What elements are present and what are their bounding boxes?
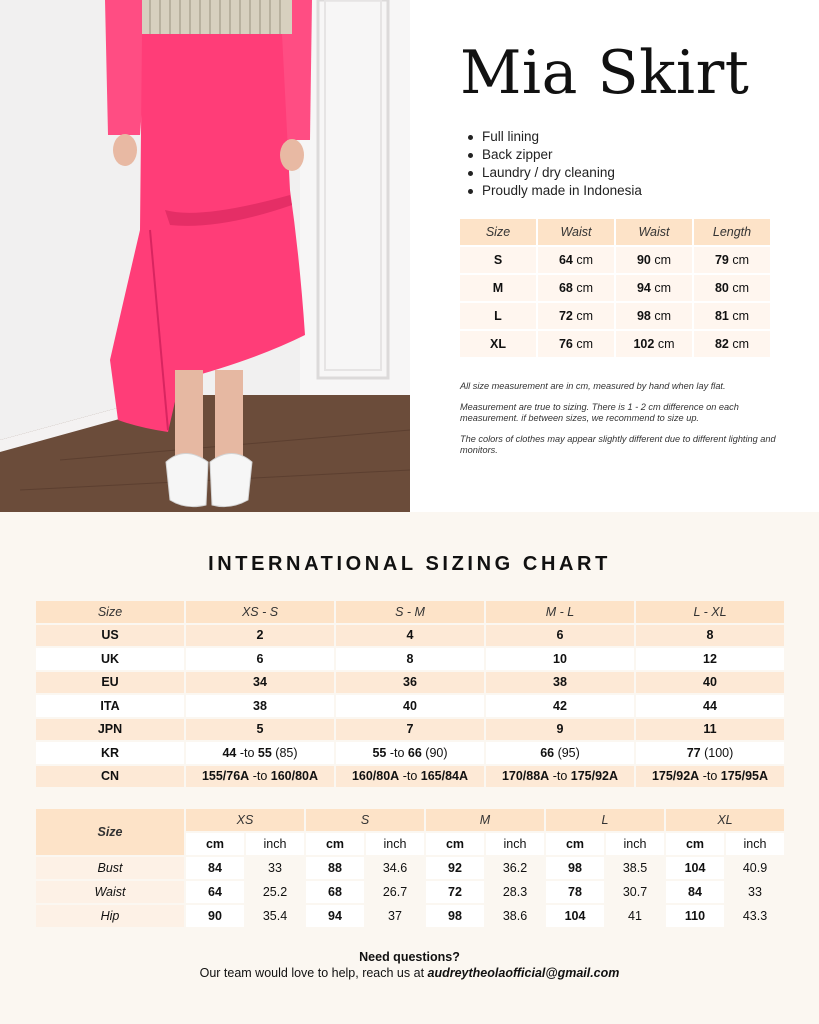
value-cell: 44 [636, 695, 784, 717]
table-header-row [460, 219, 770, 245]
inch-value: 37 [388, 909, 402, 923]
feature-item: Proudly made in Indonesia [482, 183, 642, 198]
header-length: Length [694, 219, 770, 245]
inch-value: 26.7 [382, 885, 408, 899]
table-row [460, 303, 770, 329]
cm-value: 78 [546, 881, 604, 903]
table-row [36, 766, 784, 788]
inch-value: 33 [268, 861, 282, 875]
body-measurement-table [34, 807, 786, 929]
value-cell: 42 [486, 695, 634, 717]
value-cell: 38 [186, 695, 334, 717]
unit-inch: inch [366, 833, 424, 855]
value-cell: 55 -to 66 (90) [336, 742, 484, 764]
value-cell: 77 (100) [636, 742, 784, 764]
unit-cm: cm [666, 833, 724, 855]
contact-message: Our team would love to help, reach us at audreytheolaofficial@gmail.com [199, 966, 620, 980]
table-row [36, 625, 784, 647]
header-col: L - XL [636, 601, 784, 623]
value-cell: 8 [636, 625, 784, 647]
inch-value: 36.2 [502, 861, 528, 875]
note-text: Measurement are true to sizing. There is 1 - 2 cm difference on each measurement. if between sizes, we recommend to size up. [460, 402, 739, 423]
value-cell: 7 [336, 719, 484, 741]
value-cell: 36 [336, 672, 484, 694]
row-label: JPN [36, 719, 184, 741]
header-col: M - L [486, 601, 634, 623]
cm-value: 94 [306, 905, 364, 927]
inch-value: 41 [628, 909, 642, 923]
value-cell: 82 cm [694, 331, 770, 357]
row-label: Bust [36, 857, 184, 879]
value-cell: 44 -to 55 (85) [186, 742, 334, 764]
feature-item: Back zipper [482, 146, 642, 164]
value-cell: 11 [636, 719, 784, 741]
value-cell: 160/80A -to 165/84A [336, 766, 484, 788]
size-cell: S [460, 247, 536, 273]
product-title: Mia Skirt [460, 38, 750, 108]
inch-value: 40.9 [742, 861, 768, 875]
unit-cm: cm [546, 833, 604, 855]
value-cell: 8 [336, 648, 484, 670]
value-cell: 64 cm [538, 247, 614, 273]
product-photo [0, 0, 410, 512]
inch-value: 33 [748, 885, 762, 899]
row-label: KR [36, 742, 184, 764]
value-cell: 68 cm [538, 275, 614, 301]
value-cell: 90 cm [616, 247, 692, 273]
row-label: US [36, 625, 184, 647]
cm-value: 90 [186, 905, 244, 927]
value-cell: 79 cm [694, 247, 770, 273]
cm-value: 98 [546, 857, 604, 879]
value-cell: 76 cm [538, 331, 614, 357]
value-cell: 2 [186, 625, 334, 647]
cm-value: 88 [306, 857, 364, 879]
email-link[interactable]: audreytheolaofficial@gmail.com [427, 966, 620, 980]
inch-value: 28.3 [502, 885, 528, 899]
row-label: Waist [36, 881, 184, 903]
header-size-col: XL [666, 809, 784, 831]
unit-inch: inch [726, 833, 784, 855]
size-cell: XL [460, 331, 536, 357]
value-cell: 102 cm [616, 331, 692, 357]
header-size: Size [36, 809, 184, 855]
cm-value: 92 [426, 857, 484, 879]
header-waist-2: Waist [616, 219, 692, 245]
table-row [36, 881, 784, 903]
table-row [36, 719, 784, 741]
cm-value: 84 [666, 881, 724, 903]
note-text: The colors of clothes may appear slightly different due to different lighting and monitors. [460, 434, 776, 455]
table-row [36, 905, 784, 927]
row-label: ITA [36, 695, 184, 717]
inch-value: 35.4 [262, 909, 288, 923]
row-label: Hip [36, 905, 184, 927]
row-label: UK [36, 648, 184, 670]
header-size-col: M [426, 809, 544, 831]
value-cell: 40 [336, 695, 484, 717]
feature-item: Full lining [482, 128, 642, 146]
value-cell: 66 (95) [486, 742, 634, 764]
table-row [36, 672, 784, 694]
cm-value: 84 [186, 857, 244, 879]
contact-question: Need questions? [359, 950, 460, 964]
cm-value: 72 [426, 881, 484, 903]
feature-item: Laundry / dry cleaning [482, 164, 642, 182]
unit-inch: inch [246, 833, 304, 855]
cm-value: 64 [186, 881, 244, 903]
value-cell: 80 cm [694, 275, 770, 301]
inch-value: 30.7 [622, 885, 648, 899]
value-cell: 34 [186, 672, 334, 694]
value-cell: 81 cm [694, 303, 770, 329]
value-cell: 12 [636, 648, 784, 670]
value-cell: 9 [486, 719, 634, 741]
note-text: All size measurement are in cm, measured by hand when lay flat. [460, 381, 726, 391]
table-header-row [36, 601, 784, 623]
cm-value: 104 [666, 857, 724, 879]
right-shoe [210, 454, 252, 507]
table-row [460, 331, 770, 357]
value-cell: 40 [636, 672, 784, 694]
header-size-col: S [306, 809, 424, 831]
inch-value: 38.5 [622, 861, 648, 875]
table-row [36, 695, 784, 717]
header-col: S - M [336, 601, 484, 623]
value-cell: 4 [336, 625, 484, 647]
inch-value: 34.6 [382, 861, 408, 875]
value-cell: 98 cm [616, 303, 692, 329]
left-shoe [166, 454, 208, 507]
value-cell: 155/76A -to 160/80A [186, 766, 334, 788]
cm-value: 110 [666, 905, 724, 927]
cm-value: 104 [546, 905, 604, 927]
unit-inch: inch [486, 833, 544, 855]
unit-cm: cm [306, 833, 364, 855]
intl-size-table [34, 599, 786, 789]
table-row [460, 247, 770, 273]
unit-cm: cm [186, 833, 244, 855]
header-size-col: XS [186, 809, 304, 831]
table-row [36, 742, 784, 764]
notes [460, 381, 780, 466]
value-cell: 5 [186, 719, 334, 741]
size-cell: M [460, 275, 536, 301]
value-cell: 94 cm [616, 275, 692, 301]
header-size-col: L [546, 809, 664, 831]
header-size: Size [36, 601, 184, 623]
value-cell: 175/92A -to 175/95A [636, 766, 784, 788]
skirt-illustration [0, 0, 410, 512]
value-cell: 72 cm [538, 303, 614, 329]
intl-chart-title: INTERNATIONAL SIZING CHART [208, 553, 611, 575]
value-cell: 38 [486, 672, 634, 694]
feature-list [482, 128, 642, 200]
cm-value: 98 [426, 905, 484, 927]
unit-inch: inch [606, 833, 664, 855]
table-header-row [36, 809, 784, 831]
header-col: XS - S [186, 601, 334, 623]
header-size: Size [460, 219, 536, 245]
contact-section [0, 950, 819, 980]
table-row [36, 648, 784, 670]
header-waist: Waist [538, 219, 614, 245]
value-cell: 6 [186, 648, 334, 670]
table-row [36, 857, 784, 879]
inch-value: 38.6 [502, 909, 528, 923]
inch-value: 43.3 [742, 909, 768, 923]
unit-cm: cm [426, 833, 484, 855]
value-cell: 10 [486, 648, 634, 670]
cm-value: 68 [306, 881, 364, 903]
row-label: CN [36, 766, 184, 788]
table-row [460, 275, 770, 301]
inch-value: 25.2 [262, 885, 288, 899]
value-cell: 6 [486, 625, 634, 647]
row-label: EU [36, 672, 184, 694]
measurement-table [458, 217, 772, 359]
size-cell: L [460, 303, 536, 329]
value-cell: 170/88A -to 175/92A [486, 766, 634, 788]
